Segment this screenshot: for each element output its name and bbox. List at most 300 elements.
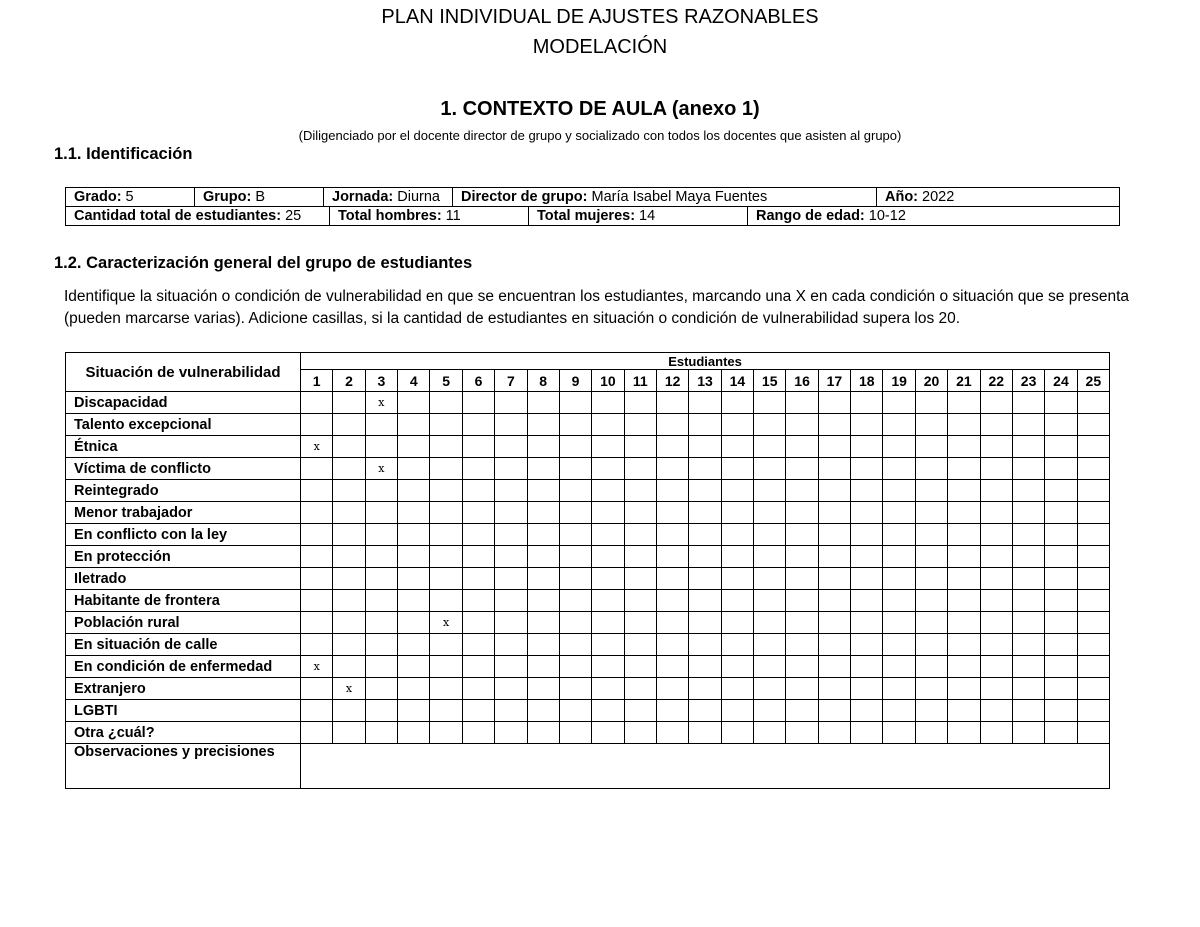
empty-cell[interactable] — [430, 634, 462, 656]
empty-cell[interactable] — [1077, 414, 1109, 436]
empty-cell[interactable] — [301, 414, 333, 436]
empty-cell[interactable] — [559, 700, 591, 722]
marked-cell[interactable]: x — [365, 458, 397, 480]
empty-cell[interactable] — [430, 590, 462, 612]
empty-cell[interactable] — [915, 678, 947, 700]
empty-cell[interactable] — [818, 678, 850, 700]
empty-cell[interactable] — [624, 414, 656, 436]
empty-cell[interactable] — [592, 722, 624, 744]
empty-cell[interactable] — [786, 392, 818, 414]
empty-cell[interactable] — [1077, 458, 1109, 480]
empty-cell[interactable] — [527, 590, 559, 612]
empty-cell[interactable] — [365, 502, 397, 524]
empty-cell[interactable] — [398, 546, 430, 568]
empty-cell[interactable] — [883, 414, 915, 436]
empty-cell[interactable] — [851, 414, 883, 436]
empty-cell[interactable] — [398, 480, 430, 502]
empty-cell[interactable] — [883, 568, 915, 590]
empty-cell[interactable] — [592, 458, 624, 480]
empty-cell[interactable] — [1012, 634, 1044, 656]
empty-cell[interactable] — [689, 678, 721, 700]
empty-cell[interactable] — [430, 458, 462, 480]
empty-cell[interactable] — [1045, 678, 1077, 700]
empty-cell[interactable] — [754, 546, 786, 568]
empty-cell[interactable] — [495, 392, 527, 414]
empty-cell[interactable] — [754, 590, 786, 612]
empty-cell[interactable] — [592, 524, 624, 546]
empty-cell[interactable] — [365, 546, 397, 568]
empty-cell[interactable] — [754, 458, 786, 480]
empty-cell[interactable] — [301, 722, 333, 744]
empty-cell[interactable] — [495, 700, 527, 722]
empty-cell[interactable] — [689, 546, 721, 568]
empty-cell[interactable] — [624, 700, 656, 722]
empty-cell[interactable] — [462, 634, 494, 656]
empty-cell[interactable] — [948, 502, 980, 524]
empty-cell[interactable] — [721, 612, 753, 634]
empty-cell[interactable] — [624, 568, 656, 590]
empty-cell[interactable] — [656, 678, 688, 700]
empty-cell[interactable] — [1077, 590, 1109, 612]
empty-cell[interactable] — [592, 678, 624, 700]
empty-cell[interactable] — [754, 634, 786, 656]
empty-cell[interactable] — [786, 590, 818, 612]
empty-cell[interactable] — [398, 568, 430, 590]
empty-cell[interactable] — [818, 414, 850, 436]
empty-cell[interactable] — [915, 612, 947, 634]
empty-cell[interactable] — [430, 546, 462, 568]
empty-cell[interactable] — [1045, 546, 1077, 568]
empty-cell[interactable] — [1012, 546, 1044, 568]
marked-cell[interactable]: x — [301, 436, 333, 458]
empty-cell[interactable] — [689, 568, 721, 590]
empty-cell[interactable] — [398, 722, 430, 744]
empty-cell[interactable] — [818, 634, 850, 656]
empty-cell[interactable] — [430, 480, 462, 502]
empty-cell[interactable] — [365, 524, 397, 546]
empty-cell[interactable] — [818, 480, 850, 502]
empty-cell[interactable] — [333, 612, 365, 634]
empty-cell[interactable] — [333, 414, 365, 436]
empty-cell[interactable] — [559, 436, 591, 458]
empty-cell[interactable] — [301, 700, 333, 722]
empty-cell[interactable] — [818, 722, 850, 744]
empty-cell[interactable] — [1012, 700, 1044, 722]
empty-cell[interactable] — [1012, 722, 1044, 744]
marked-cell[interactable]: x — [333, 678, 365, 700]
empty-cell[interactable] — [754, 678, 786, 700]
marked-cell[interactable]: x — [365, 392, 397, 414]
empty-cell[interactable] — [624, 678, 656, 700]
empty-cell[interactable] — [754, 656, 786, 678]
empty-cell[interactable] — [527, 722, 559, 744]
empty-cell[interactable] — [1077, 568, 1109, 590]
empty-cell[interactable] — [948, 678, 980, 700]
empty-cell[interactable] — [980, 722, 1012, 744]
empty-cell[interactable] — [1077, 502, 1109, 524]
empty-cell[interactable] — [398, 656, 430, 678]
empty-cell[interactable] — [462, 590, 494, 612]
empty-cell[interactable] — [851, 590, 883, 612]
empty-cell[interactable] — [527, 656, 559, 678]
empty-cell[interactable] — [301, 590, 333, 612]
empty-cell[interactable] — [980, 634, 1012, 656]
empty-cell[interactable] — [656, 414, 688, 436]
empty-cell[interactable] — [818, 700, 850, 722]
empty-cell[interactable] — [462, 568, 494, 590]
empty-cell[interactable] — [948, 634, 980, 656]
empty-cell[interactable] — [624, 590, 656, 612]
empty-cell[interactable] — [948, 524, 980, 546]
empty-cell[interactable] — [786, 700, 818, 722]
empty-cell[interactable] — [559, 612, 591, 634]
empty-cell[interactable] — [1077, 436, 1109, 458]
empty-cell[interactable] — [883, 700, 915, 722]
empty-cell[interactable] — [462, 480, 494, 502]
empty-cell[interactable] — [689, 656, 721, 678]
empty-cell[interactable] — [462, 502, 494, 524]
empty-cell[interactable] — [365, 634, 397, 656]
empty-cell[interactable] — [721, 656, 753, 678]
empty-cell[interactable] — [786, 436, 818, 458]
empty-cell[interactable] — [656, 590, 688, 612]
empty-cell[interactable] — [1077, 656, 1109, 678]
empty-cell[interactable] — [527, 568, 559, 590]
empty-cell[interactable] — [527, 458, 559, 480]
empty-cell[interactable] — [948, 612, 980, 634]
empty-cell[interactable] — [333, 436, 365, 458]
empty-cell[interactable] — [430, 678, 462, 700]
empty-cell[interactable] — [915, 524, 947, 546]
empty-cell[interactable] — [398, 458, 430, 480]
empty-cell[interactable] — [786, 480, 818, 502]
empty-cell[interactable] — [559, 458, 591, 480]
empty-cell[interactable] — [1012, 414, 1044, 436]
empty-cell[interactable] — [721, 436, 753, 458]
observaciones-field[interactable] — [301, 744, 1110, 789]
empty-cell[interactable] — [624, 480, 656, 502]
empty-cell[interactable] — [624, 502, 656, 524]
empty-cell[interactable] — [915, 634, 947, 656]
empty-cell[interactable] — [883, 480, 915, 502]
empty-cell[interactable] — [1012, 458, 1044, 480]
empty-cell[interactable] — [656, 436, 688, 458]
empty-cell[interactable] — [559, 546, 591, 568]
empty-cell[interactable] — [301, 678, 333, 700]
empty-cell[interactable] — [430, 722, 462, 744]
empty-cell[interactable] — [430, 700, 462, 722]
empty-cell[interactable] — [365, 722, 397, 744]
empty-cell[interactable] — [656, 480, 688, 502]
empty-cell[interactable] — [656, 568, 688, 590]
empty-cell[interactable] — [495, 524, 527, 546]
empty-cell[interactable] — [721, 546, 753, 568]
empty-cell[interactable] — [462, 392, 494, 414]
empty-cell[interactable] — [851, 656, 883, 678]
empty-cell[interactable] — [656, 502, 688, 524]
empty-cell[interactable] — [559, 568, 591, 590]
empty-cell[interactable] — [721, 392, 753, 414]
empty-cell[interactable] — [592, 480, 624, 502]
empty-cell[interactable] — [1012, 436, 1044, 458]
empty-cell[interactable] — [721, 414, 753, 436]
empty-cell[interactable] — [559, 392, 591, 414]
empty-cell[interactable] — [948, 414, 980, 436]
empty-cell[interactable] — [915, 414, 947, 436]
empty-cell[interactable] — [398, 524, 430, 546]
empty-cell[interactable] — [462, 612, 494, 634]
empty-cell[interactable] — [430, 392, 462, 414]
empty-cell[interactable] — [559, 502, 591, 524]
empty-cell[interactable] — [948, 568, 980, 590]
empty-cell[interactable] — [883, 546, 915, 568]
empty-cell[interactable] — [721, 480, 753, 502]
empty-cell[interactable] — [689, 414, 721, 436]
empty-cell[interactable] — [624, 722, 656, 744]
empty-cell[interactable] — [786, 502, 818, 524]
empty-cell[interactable] — [1012, 502, 1044, 524]
empty-cell[interactable] — [754, 612, 786, 634]
empty-cell[interactable] — [915, 700, 947, 722]
empty-cell[interactable] — [851, 722, 883, 744]
empty-cell[interactable] — [301, 612, 333, 634]
empty-cell[interactable] — [527, 634, 559, 656]
empty-cell[interactable] — [624, 436, 656, 458]
empty-cell[interactable] — [948, 458, 980, 480]
empty-cell[interactable] — [915, 480, 947, 502]
empty-cell[interactable] — [1077, 700, 1109, 722]
empty-cell[interactable] — [689, 700, 721, 722]
empty-cell[interactable] — [656, 656, 688, 678]
empty-cell[interactable] — [333, 634, 365, 656]
empty-cell[interactable] — [1012, 612, 1044, 634]
empty-cell[interactable] — [430, 502, 462, 524]
empty-cell[interactable] — [430, 524, 462, 546]
empty-cell[interactable] — [1012, 656, 1044, 678]
empty-cell[interactable] — [883, 590, 915, 612]
empty-cell[interactable] — [818, 612, 850, 634]
empty-cell[interactable] — [333, 502, 365, 524]
empty-cell[interactable] — [980, 546, 1012, 568]
empty-cell[interactable] — [624, 656, 656, 678]
empty-cell[interactable] — [301, 568, 333, 590]
empty-cell[interactable] — [980, 436, 1012, 458]
empty-cell[interactable] — [883, 502, 915, 524]
empty-cell[interactable] — [1045, 524, 1077, 546]
empty-cell[interactable] — [883, 656, 915, 678]
empty-cell[interactable] — [333, 546, 365, 568]
empty-cell[interactable] — [1045, 634, 1077, 656]
empty-cell[interactable] — [851, 700, 883, 722]
empty-cell[interactable] — [365, 480, 397, 502]
empty-cell[interactable] — [883, 458, 915, 480]
empty-cell[interactable] — [915, 502, 947, 524]
empty-cell[interactable] — [980, 656, 1012, 678]
empty-cell[interactable] — [430, 656, 462, 678]
empty-cell[interactable] — [333, 722, 365, 744]
empty-cell[interactable] — [721, 502, 753, 524]
empty-cell[interactable] — [1077, 524, 1109, 546]
empty-cell[interactable] — [365, 656, 397, 678]
empty-cell[interactable] — [462, 546, 494, 568]
empty-cell[interactable] — [689, 480, 721, 502]
empty-cell[interactable] — [365, 590, 397, 612]
empty-cell[interactable] — [948, 722, 980, 744]
empty-cell[interactable] — [365, 700, 397, 722]
empty-cell[interactable] — [818, 392, 850, 414]
empty-cell[interactable] — [883, 524, 915, 546]
empty-cell[interactable] — [495, 436, 527, 458]
empty-cell[interactable] — [786, 634, 818, 656]
empty-cell[interactable] — [462, 656, 494, 678]
empty-cell[interactable] — [398, 612, 430, 634]
empty-cell[interactable] — [883, 392, 915, 414]
empty-cell[interactable] — [786, 612, 818, 634]
empty-cell[interactable] — [1045, 700, 1077, 722]
empty-cell[interactable] — [301, 392, 333, 414]
empty-cell[interactable] — [818, 590, 850, 612]
empty-cell[interactable] — [527, 700, 559, 722]
empty-cell[interactable] — [656, 458, 688, 480]
empty-cell[interactable] — [883, 436, 915, 458]
empty-cell[interactable] — [495, 502, 527, 524]
empty-cell[interactable] — [398, 502, 430, 524]
empty-cell[interactable] — [1077, 612, 1109, 634]
empty-cell[interactable] — [333, 392, 365, 414]
empty-cell[interactable] — [495, 458, 527, 480]
empty-cell[interactable] — [754, 392, 786, 414]
empty-cell[interactable] — [656, 612, 688, 634]
empty-cell[interactable] — [430, 568, 462, 590]
empty-cell[interactable] — [851, 392, 883, 414]
empty-cell[interactable] — [495, 568, 527, 590]
empty-cell[interactable] — [398, 700, 430, 722]
empty-cell[interactable] — [495, 414, 527, 436]
empty-cell[interactable] — [559, 634, 591, 656]
empty-cell[interactable] — [915, 436, 947, 458]
empty-cell[interactable] — [851, 634, 883, 656]
empty-cell[interactable] — [430, 436, 462, 458]
empty-cell[interactable] — [495, 546, 527, 568]
empty-cell[interactable] — [980, 524, 1012, 546]
empty-cell[interactable] — [754, 722, 786, 744]
empty-cell[interactable] — [398, 436, 430, 458]
empty-cell[interactable] — [301, 480, 333, 502]
empty-cell[interactable] — [624, 524, 656, 546]
empty-cell[interactable] — [559, 590, 591, 612]
empty-cell[interactable] — [851, 678, 883, 700]
empty-cell[interactable] — [1077, 392, 1109, 414]
empty-cell[interactable] — [1045, 414, 1077, 436]
empty-cell[interactable] — [1077, 546, 1109, 568]
empty-cell[interactable] — [786, 546, 818, 568]
empty-cell[interactable] — [786, 656, 818, 678]
empty-cell[interactable] — [721, 678, 753, 700]
empty-cell[interactable] — [980, 458, 1012, 480]
empty-cell[interactable] — [754, 480, 786, 502]
empty-cell[interactable] — [495, 590, 527, 612]
empty-cell[interactable] — [592, 568, 624, 590]
empty-cell[interactable] — [559, 678, 591, 700]
empty-cell[interactable] — [689, 436, 721, 458]
empty-cell[interactable] — [495, 634, 527, 656]
empty-cell[interactable] — [333, 656, 365, 678]
empty-cell[interactable] — [398, 634, 430, 656]
empty-cell[interactable] — [948, 590, 980, 612]
marked-cell[interactable]: x — [301, 656, 333, 678]
empty-cell[interactable] — [398, 414, 430, 436]
empty-cell[interactable] — [333, 524, 365, 546]
empty-cell[interactable] — [883, 722, 915, 744]
empty-cell[interactable] — [1012, 480, 1044, 502]
empty-cell[interactable] — [689, 634, 721, 656]
empty-cell[interactable] — [980, 480, 1012, 502]
empty-cell[interactable] — [1045, 480, 1077, 502]
empty-cell[interactable] — [786, 414, 818, 436]
empty-cell[interactable] — [948, 546, 980, 568]
empty-cell[interactable] — [1045, 392, 1077, 414]
empty-cell[interactable] — [462, 678, 494, 700]
empty-cell[interactable] — [754, 502, 786, 524]
empty-cell[interactable] — [333, 590, 365, 612]
empty-cell[interactable] — [915, 568, 947, 590]
empty-cell[interactable] — [592, 414, 624, 436]
empty-cell[interactable] — [915, 546, 947, 568]
empty-cell[interactable] — [851, 436, 883, 458]
empty-cell[interactable] — [462, 436, 494, 458]
empty-cell[interactable] — [980, 414, 1012, 436]
empty-cell[interactable] — [721, 634, 753, 656]
empty-cell[interactable] — [915, 722, 947, 744]
empty-cell[interactable] — [527, 480, 559, 502]
empty-cell[interactable] — [1012, 678, 1044, 700]
empty-cell[interactable] — [786, 722, 818, 744]
empty-cell[interactable] — [301, 634, 333, 656]
empty-cell[interactable] — [624, 546, 656, 568]
empty-cell[interactable] — [398, 392, 430, 414]
empty-cell[interactable] — [462, 414, 494, 436]
empty-cell[interactable] — [624, 612, 656, 634]
empty-cell[interactable] — [1045, 590, 1077, 612]
empty-cell[interactable] — [754, 436, 786, 458]
empty-cell[interactable] — [592, 612, 624, 634]
empty-cell[interactable] — [915, 458, 947, 480]
empty-cell[interactable] — [656, 700, 688, 722]
empty-cell[interactable] — [527, 524, 559, 546]
empty-cell[interactable] — [559, 414, 591, 436]
empty-cell[interactable] — [495, 480, 527, 502]
empty-cell[interactable] — [851, 612, 883, 634]
empty-cell[interactable] — [1045, 656, 1077, 678]
empty-cell[interactable] — [689, 458, 721, 480]
empty-cell[interactable] — [915, 392, 947, 414]
empty-cell[interactable] — [818, 502, 850, 524]
empty-cell[interactable] — [624, 634, 656, 656]
empty-cell[interactable] — [333, 458, 365, 480]
empty-cell[interactable] — [1045, 568, 1077, 590]
empty-cell[interactable] — [527, 436, 559, 458]
empty-cell[interactable] — [624, 458, 656, 480]
empty-cell[interactable] — [495, 722, 527, 744]
empty-cell[interactable] — [818, 524, 850, 546]
empty-cell[interactable] — [980, 700, 1012, 722]
empty-cell[interactable] — [1077, 678, 1109, 700]
empty-cell[interactable] — [754, 524, 786, 546]
empty-cell[interactable] — [592, 502, 624, 524]
empty-cell[interactable] — [301, 524, 333, 546]
empty-cell[interactable] — [786, 678, 818, 700]
empty-cell[interactable] — [1077, 480, 1109, 502]
